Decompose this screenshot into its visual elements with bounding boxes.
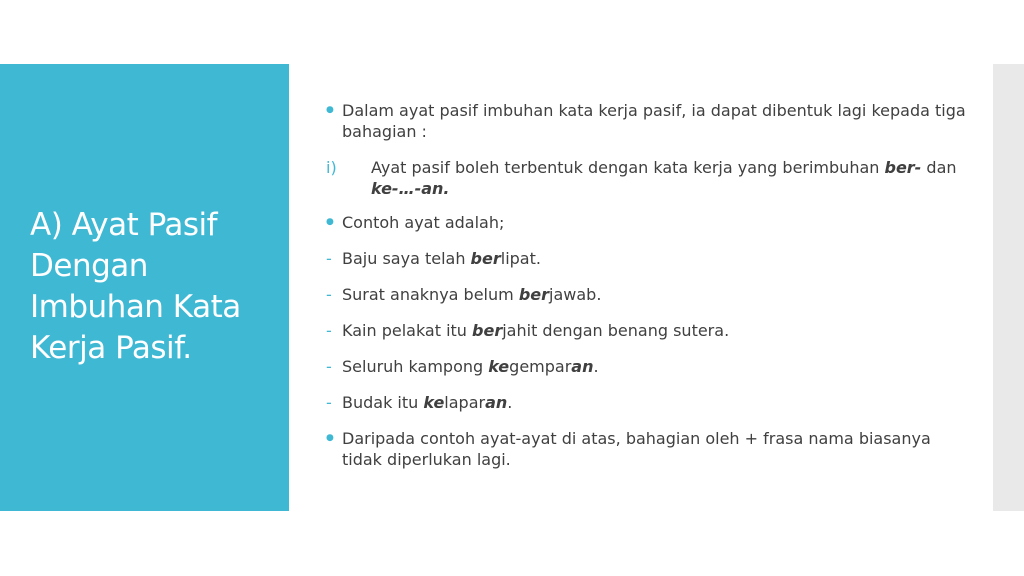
item-text: jahit dengan benang sutera. xyxy=(502,321,730,340)
item-text: Ayat pasif boleh terbentuk dengan kata kerja yang berimbuhan xyxy=(371,158,885,177)
item-text: dan xyxy=(921,158,957,177)
emphasis-text: an xyxy=(485,393,508,412)
dash-marker: - xyxy=(326,321,332,340)
emphasis-text: ke xyxy=(423,393,445,412)
item-text: gempar xyxy=(509,357,572,376)
emphasis-text: ke xyxy=(488,357,510,376)
item-text: Daripada contoh ayat-ayat di atas, bahagian oleh + frasa nama biasanya tidak diperlukan lagi. xyxy=(342,429,931,469)
item-text: jawab. xyxy=(549,285,602,304)
emphasis-text: ke-…-an. xyxy=(371,179,450,198)
dash-marker: - xyxy=(326,249,332,268)
list-item xyxy=(326,356,966,377)
bullet-icon: ● xyxy=(326,217,334,227)
emphasis-text: ber xyxy=(472,321,503,340)
content-list xyxy=(326,100,966,485)
item-text: Surat anaknya belum xyxy=(342,285,519,304)
bullet-icon: ● xyxy=(326,433,334,443)
item-text: Baju saya telah xyxy=(342,249,471,268)
emphasis-text: ber xyxy=(518,285,550,304)
dash-marker: - xyxy=(326,285,332,304)
item-text: Seluruh kampong xyxy=(342,357,489,376)
item-text: lipat. xyxy=(500,249,541,268)
item-text: lapar xyxy=(444,393,486,412)
list-item xyxy=(326,428,966,470)
right-scroll-strip xyxy=(993,64,1024,511)
emphasis-text: ber xyxy=(470,249,501,268)
list-item xyxy=(326,248,966,269)
list-item xyxy=(326,392,966,413)
list-item xyxy=(326,100,966,142)
emphasis-text: an xyxy=(571,357,594,376)
item-text: Contoh ayat adalah; xyxy=(342,213,505,232)
item-text: Budak itu xyxy=(342,393,424,412)
emphasis-text: ber- xyxy=(884,158,922,177)
dash-marker: - xyxy=(326,357,332,376)
list-number: i) xyxy=(326,158,337,177)
item-text: Kain pelakat itu xyxy=(342,321,473,340)
list-item xyxy=(326,284,966,305)
slide-title: A) Ayat Pasif Dengan Imbuhan Kata Kerja Pasif. xyxy=(30,207,241,366)
item-text: . xyxy=(593,357,599,376)
list-item xyxy=(326,157,966,199)
item-text: Dalam ayat pasif imbuhan kata kerja pasif, ia dapat dibentuk lagi kepada tiga bahagian : xyxy=(342,101,966,141)
list-item xyxy=(326,320,966,341)
list-item xyxy=(326,212,966,233)
bullet-icon: ● xyxy=(326,105,334,115)
dash-marker: - xyxy=(326,393,332,412)
item-text: . xyxy=(507,393,513,412)
